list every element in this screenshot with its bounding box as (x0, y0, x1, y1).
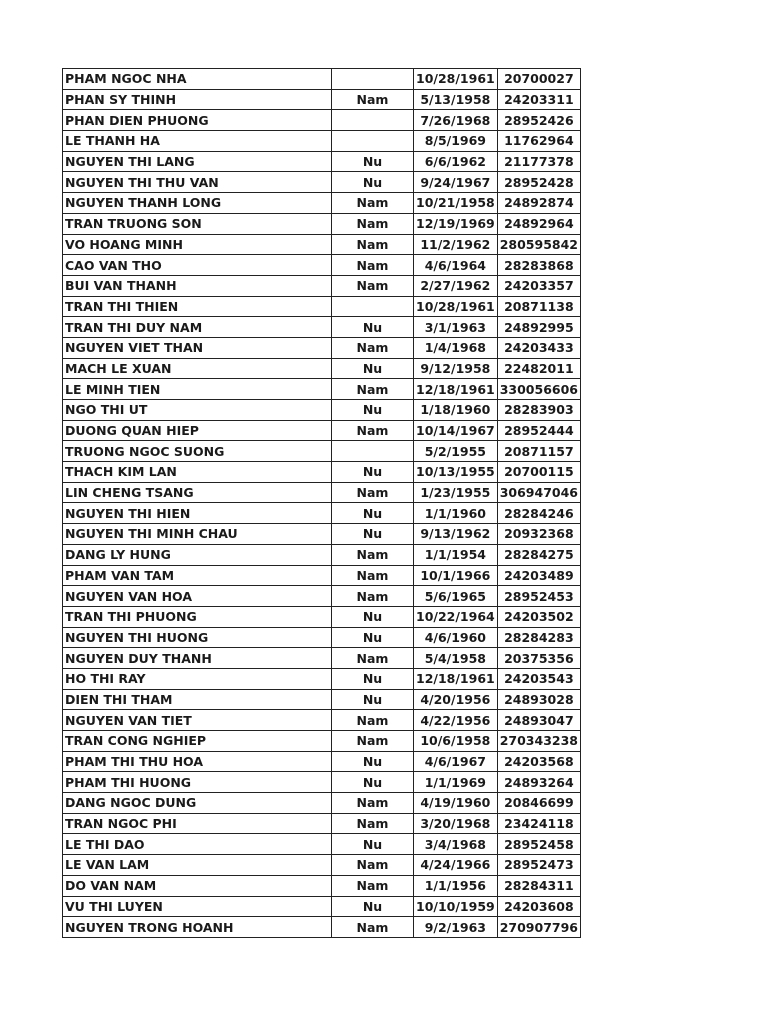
sex-cell: Nam (332, 337, 414, 358)
id-number-cell: 28952444 (497, 420, 580, 441)
id-number-cell: 20700115 (497, 462, 580, 483)
birth-date-cell: 10/28/1961 (414, 296, 498, 317)
birth-date-cell: 10/13/1955 (414, 462, 498, 483)
id-number-cell: 24203433 (497, 337, 580, 358)
sex-cell: Nu (332, 772, 414, 793)
name-cell: PHAM VAN TAM (63, 565, 332, 586)
sex-cell (332, 69, 414, 90)
birth-date-cell: 10/28/1961 (414, 69, 498, 90)
birth-date-cell: 4/20/1956 (414, 689, 498, 710)
name-cell: TRAN THI DUY NAM (63, 317, 332, 338)
birth-date-cell: 5/6/1965 (414, 586, 498, 607)
sex-cell: Nam (332, 482, 414, 503)
id-number-cell: 24893047 (497, 710, 580, 731)
sex-cell: Nam (332, 565, 414, 586)
name-cell: NGUYEN DUY THANH (63, 648, 332, 669)
table-row (63, 689, 581, 710)
id-number-cell: 24892964 (497, 213, 580, 234)
table-row (63, 710, 581, 731)
id-number-cell: 28284283 (497, 627, 580, 648)
id-number-cell: 24203489 (497, 565, 580, 586)
birth-date-cell: 10/22/1964 (414, 606, 498, 627)
sex-cell: Nu (332, 172, 414, 193)
sex-cell: Nu (332, 834, 414, 855)
birth-date-cell: 4/6/1960 (414, 627, 498, 648)
table-row (63, 875, 581, 896)
table-row (63, 255, 581, 276)
id-number-cell: 24203502 (497, 606, 580, 627)
sex-cell (332, 441, 414, 462)
sex-cell: Nam (332, 917, 414, 938)
id-number-cell: 28284311 (497, 875, 580, 896)
birth-date-cell: 5/4/1958 (414, 648, 498, 669)
id-number-cell: 24203311 (497, 89, 580, 110)
name-cell: NGUYEN VAN HOA (63, 586, 332, 607)
sex-cell: Nam (332, 793, 414, 814)
table-row (63, 813, 581, 834)
name-cell: LE THANH HA (63, 131, 332, 152)
table-row (63, 544, 581, 565)
name-cell: TRAN CONG NGHIEP (63, 731, 332, 752)
sex-cell: Nam (332, 731, 414, 752)
id-number-cell: 23424118 (497, 813, 580, 834)
name-cell: NGUYEN THI LANG (63, 151, 332, 172)
table-row (63, 503, 581, 524)
table-row (63, 793, 581, 814)
birth-date-cell: 9/13/1962 (414, 524, 498, 545)
birth-date-cell: 11/2/1962 (414, 234, 498, 255)
name-cell: TRUONG NGOC SUONG (63, 441, 332, 462)
sex-cell: Nu (332, 606, 414, 627)
name-cell: NGUYEN THI MINH CHAU (63, 524, 332, 545)
name-cell: NGUYEN VAN TIET (63, 710, 332, 731)
id-number-cell: 20871157 (497, 441, 580, 462)
birth-date-cell: 8/5/1969 (414, 131, 498, 152)
sex-cell: Nu (332, 751, 414, 772)
sex-cell (332, 296, 414, 317)
name-cell: DANG NGOC DUNG (63, 793, 332, 814)
sex-cell: Nu (332, 317, 414, 338)
birth-date-cell: 4/22/1956 (414, 710, 498, 731)
sex-cell: Nam (332, 213, 414, 234)
sex-cell: Nu (332, 462, 414, 483)
table-row (63, 317, 581, 338)
birth-date-cell: 12/19/1969 (414, 213, 498, 234)
id-number-cell: 24203543 (497, 668, 580, 689)
table-row (63, 379, 581, 400)
sex-cell: Nam (332, 648, 414, 669)
records-table-body (63, 69, 581, 938)
name-cell: LE THI DAO (63, 834, 332, 855)
table-row (63, 131, 581, 152)
name-cell: PHAM NGOC NHA (63, 69, 332, 90)
name-cell: CAO VAN THO (63, 255, 332, 276)
table-row (63, 565, 581, 586)
table-row (63, 358, 581, 379)
id-number-cell: 11762964 (497, 131, 580, 152)
id-number-cell: 28952428 (497, 172, 580, 193)
table-row (63, 627, 581, 648)
table-row (63, 296, 581, 317)
table-row (63, 896, 581, 917)
id-number-cell: 306947046 (497, 482, 580, 503)
table-row (63, 213, 581, 234)
birth-date-cell: 1/1/1960 (414, 503, 498, 524)
sex-cell (332, 131, 414, 152)
records-table (62, 68, 581, 938)
sex-cell: Nam (332, 544, 414, 565)
name-cell: DO VAN NAM (63, 875, 332, 896)
name-cell: NGUYEN TRONG HOANH (63, 917, 332, 938)
id-number-cell: 24893028 (497, 689, 580, 710)
name-cell: DUONG QUAN HIEP (63, 420, 332, 441)
birth-date-cell: 10/10/1959 (414, 896, 498, 917)
name-cell: VU THI LUYEN (63, 896, 332, 917)
birth-date-cell: 2/27/1962 (414, 275, 498, 296)
birth-date-cell: 10/6/1958 (414, 731, 498, 752)
id-number-cell: 28952473 (497, 855, 580, 876)
id-number-cell: 28283868 (497, 255, 580, 276)
sex-cell: Nam (332, 89, 414, 110)
id-number-cell: 24893264 (497, 772, 580, 793)
name-cell: DIEN THI THAM (63, 689, 332, 710)
sex-cell: Nam (332, 379, 414, 400)
birth-date-cell: 3/20/1968 (414, 813, 498, 834)
sex-cell: Nu (332, 151, 414, 172)
table-row (63, 275, 581, 296)
table-row (63, 69, 581, 90)
table-row (63, 482, 581, 503)
sex-cell: Nam (332, 420, 414, 441)
name-cell: LE MINH TIEN (63, 379, 332, 400)
table-row (63, 151, 581, 172)
sex-cell: Nam (332, 813, 414, 834)
id-number-cell: 24203568 (497, 751, 580, 772)
name-cell: PHAN SY THINH (63, 89, 332, 110)
birth-date-cell: 4/24/1966 (414, 855, 498, 876)
sex-cell: Nu (332, 689, 414, 710)
birth-date-cell: 10/1/1966 (414, 565, 498, 586)
birth-date-cell: 4/6/1967 (414, 751, 498, 772)
sex-cell: Nu (332, 503, 414, 524)
name-cell: TRAN NGOC PHI (63, 813, 332, 834)
birth-date-cell: 4/19/1960 (414, 793, 498, 814)
table-row (63, 834, 581, 855)
name-cell: NGUYEN THI HIEN (63, 503, 332, 524)
sex-cell: Nam (332, 193, 414, 214)
name-cell: BUI VAN THANH (63, 275, 332, 296)
id-number-cell: 21177378 (497, 151, 580, 172)
name-cell: PHAN DIEN PHUONG (63, 110, 332, 131)
table-row (63, 172, 581, 193)
id-number-cell: 28952426 (497, 110, 580, 131)
name-cell: TRAN THI PHUONG (63, 606, 332, 627)
id-number-cell: 22482011 (497, 358, 580, 379)
sex-cell: Nam (332, 710, 414, 731)
table-row (63, 441, 581, 462)
table-row (63, 772, 581, 793)
id-number-cell: 28284246 (497, 503, 580, 524)
sex-cell: Nu (332, 358, 414, 379)
name-cell: NGO THI UT (63, 400, 332, 421)
id-number-cell: 24892874 (497, 193, 580, 214)
sex-cell: Nu (332, 400, 414, 421)
table-row (63, 462, 581, 483)
birth-date-cell: 4/6/1964 (414, 255, 498, 276)
birth-date-cell: 1/1/1969 (414, 772, 498, 793)
sex-cell: Nu (332, 896, 414, 917)
id-number-cell: 270907796 (497, 917, 580, 938)
table-row (63, 855, 581, 876)
birth-date-cell: 7/26/1968 (414, 110, 498, 131)
table-row (63, 731, 581, 752)
id-number-cell: 24892995 (497, 317, 580, 338)
sex-cell: Nam (332, 875, 414, 896)
birth-date-cell: 12/18/1961 (414, 379, 498, 400)
birth-date-cell: 1/18/1960 (414, 400, 498, 421)
sex-cell: Nam (332, 234, 414, 255)
name-cell: HO THI RAY (63, 668, 332, 689)
name-cell: TRAN TRUONG SON (63, 213, 332, 234)
sex-cell: Nu (332, 668, 414, 689)
id-number-cell: 20871138 (497, 296, 580, 317)
sex-cell: Nu (332, 627, 414, 648)
id-number-cell: 20700027 (497, 69, 580, 90)
table-row (63, 524, 581, 545)
name-cell: MACH LE XUAN (63, 358, 332, 379)
sex-cell: Nu (332, 524, 414, 545)
birth-date-cell: 3/1/1963 (414, 317, 498, 338)
name-cell: TRAN THI THIEN (63, 296, 332, 317)
table-row (63, 89, 581, 110)
name-cell: NGUYEN THI HUONG (63, 627, 332, 648)
id-number-cell: 28952453 (497, 586, 580, 607)
table-row (63, 193, 581, 214)
sex-cell: Nam (332, 855, 414, 876)
table-row (63, 586, 581, 607)
name-cell: LIN CHENG TSANG (63, 482, 332, 503)
name-cell: THACH KIM LAN (63, 462, 332, 483)
sex-cell: Nam (332, 275, 414, 296)
name-cell: PHAM THI THU HOA (63, 751, 332, 772)
table-row (63, 606, 581, 627)
id-number-cell: 280595842 (497, 234, 580, 255)
table-row (63, 400, 581, 421)
table-row (63, 648, 581, 669)
birth-date-cell: 9/12/1958 (414, 358, 498, 379)
table-row (63, 337, 581, 358)
id-number-cell: 24203357 (497, 275, 580, 296)
name-cell: DANG LY HUNG (63, 544, 332, 565)
table-row (63, 110, 581, 131)
sex-cell: Nam (332, 255, 414, 276)
birth-date-cell: 5/13/1958 (414, 89, 498, 110)
id-number-cell: 330056606 (497, 379, 580, 400)
birth-date-cell: 1/23/1955 (414, 482, 498, 503)
id-number-cell: 270343238 (497, 731, 580, 752)
name-cell: VO HOANG MINH (63, 234, 332, 255)
birth-date-cell: 12/18/1961 (414, 668, 498, 689)
id-number-cell: 28283903 (497, 400, 580, 421)
birth-date-cell: 1/1/1956 (414, 875, 498, 896)
table-row (63, 234, 581, 255)
id-number-cell: 20846699 (497, 793, 580, 814)
name-cell: NGUYEN VIET THAN (63, 337, 332, 358)
birth-date-cell: 1/1/1954 (414, 544, 498, 565)
name-cell: PHAM THI HUONG (63, 772, 332, 793)
sex-cell (332, 110, 414, 131)
birth-date-cell: 9/2/1963 (414, 917, 498, 938)
table-row (63, 917, 581, 938)
table-row (63, 751, 581, 772)
id-number-cell: 20375356 (497, 648, 580, 669)
birth-date-cell: 9/24/1967 (414, 172, 498, 193)
birth-date-cell: 1/4/1968 (414, 337, 498, 358)
table-row (63, 668, 581, 689)
table-row (63, 420, 581, 441)
birth-date-cell: 10/14/1967 (414, 420, 498, 441)
id-number-cell: 28284275 (497, 544, 580, 565)
id-number-cell: 20932368 (497, 524, 580, 545)
name-cell: LE VAN LAM (63, 855, 332, 876)
name-cell: NGUYEN THI THU VAN (63, 172, 332, 193)
name-cell: NGUYEN THANH LONG (63, 193, 332, 214)
sex-cell: Nam (332, 586, 414, 607)
id-number-cell: 24203608 (497, 896, 580, 917)
birth-date-cell: 6/6/1962 (414, 151, 498, 172)
id-number-cell: 28952458 (497, 834, 580, 855)
birth-date-cell: 10/21/1958 (414, 193, 498, 214)
birth-date-cell: 3/4/1968 (414, 834, 498, 855)
birth-date-cell: 5/2/1955 (414, 441, 498, 462)
